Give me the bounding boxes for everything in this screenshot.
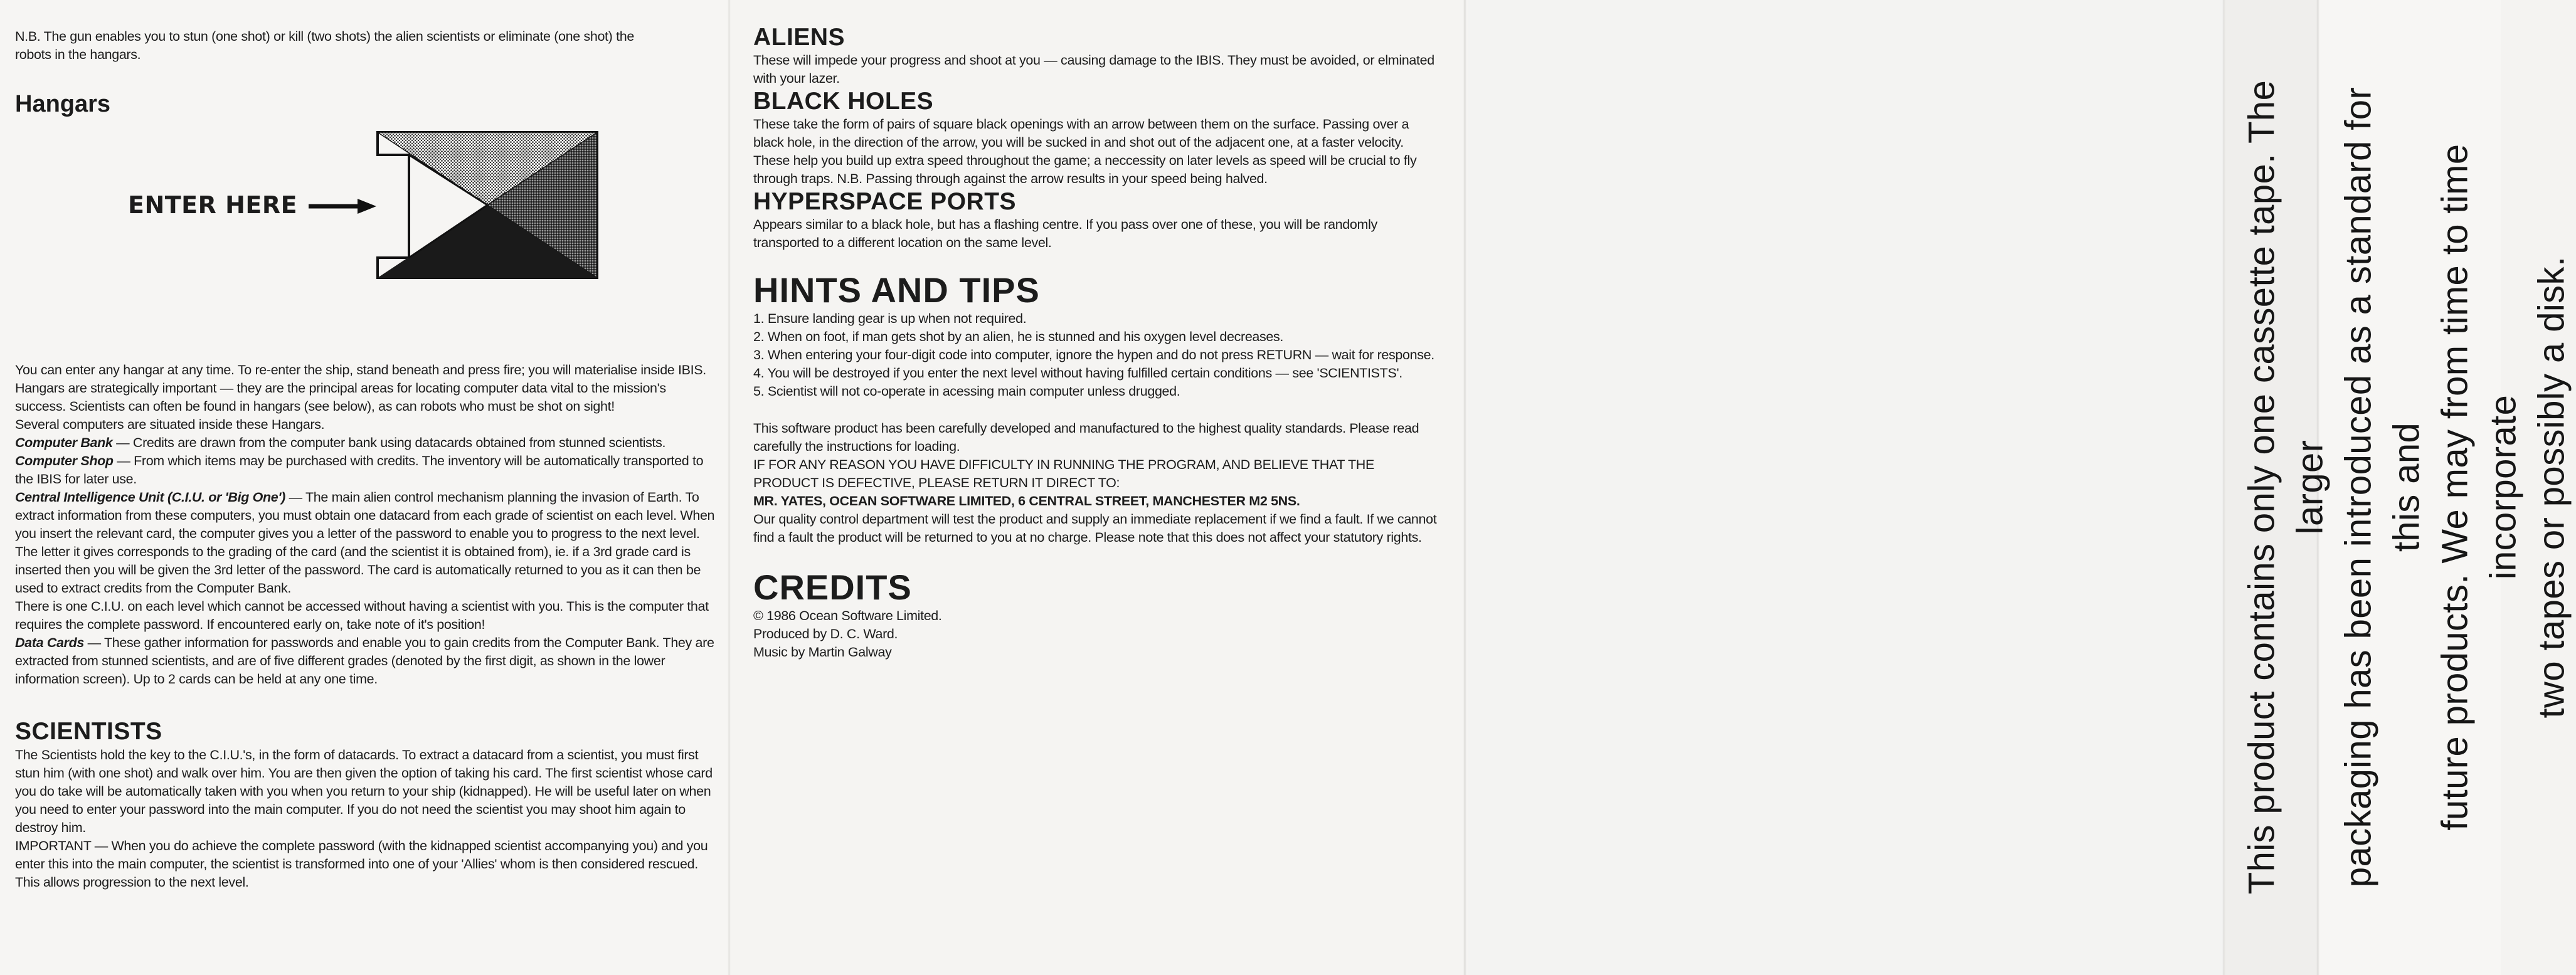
enter-here-label: ENTER HERE bbox=[128, 191, 298, 219]
fold-line bbox=[1463, 0, 1466, 975]
hyperspace-heading: HYPERSPACE PORTS bbox=[753, 188, 1017, 215]
hints-heading: HINTS AND TIPS bbox=[753, 270, 1040, 310]
fold-line bbox=[2222, 0, 2225, 975]
enter-hangar-paragraph: You can enter any hangar at any time. To re-enter the ship, stand beneath and press fire; you will materialise inside IBIS. bbox=[15, 362, 706, 377]
packaging-note-line: packaging has been introduced as a standard for this and bbox=[2338, 87, 2427, 888]
hint-item: 5. Scientist will not co-operate in acessing main computer unless drugged. bbox=[753, 384, 1180, 399]
computer-bank-entry bbox=[15, 434, 717, 452]
aliens-paragraph: These will impede your progress and shoot at you — causing damage to the IBIS. They must be avoided, or elminated with your lazer. bbox=[753, 53, 1434, 86]
packaging-note-line: future products. We may from time to time incorporate bbox=[2434, 144, 2524, 831]
hyperspace-paragraph: Appears similar to a black hole, but has a flashing centre. If you pass over one of these, you will be randomly transported to a different location on the same level. bbox=[753, 217, 1377, 250]
fold-line bbox=[728, 0, 731, 975]
aliens-heading: ALIENS bbox=[753, 24, 845, 51]
intro-note: N.B. The gun enables you to stun (one shot) or kill (two shots) the alien scientists or eliminate (one shot) the robots in the hangars. bbox=[15, 29, 634, 62]
packaging-note-line: two tapes or possibly a disk. bbox=[2531, 256, 2572, 719]
packaging-note-line: This product contains only one cassette tape. The larger bbox=[2241, 80, 2331, 895]
credits-heading: CREDITS bbox=[753, 567, 912, 607]
data-cards-term: Data Cards bbox=[15, 635, 85, 650]
return-address bbox=[753, 492, 1443, 510]
computer-shop-term: Computer Shop bbox=[15, 453, 114, 468]
credits-line: © 1986 Ocean Software Limited. bbox=[753, 608, 942, 623]
ciu-level-paragraph: There is one C.I.U. on each level which cannot be accessed without having a scientist with you. This is the computer that requires the complete password. If encountered early on, take note of it's position! bbox=[15, 599, 709, 632]
defect-notice-paragraph: IF FOR ANY REASON YOU HAVE DIFFICULTY IN RUNNING THE PROGRAM, AND BELIEVE THAT THE PRODUCT IS DEFECTIVE, PLEASE RETURN IT DIRECT TO: bbox=[753, 457, 1374, 490]
hangars-heading: Hangars bbox=[15, 91, 111, 117]
data-cards-text: — These gather information for passwords and enable you to gain credits from the Computer Bank. They are extracted from stunned scientists, and are of five different grades (denoted by the first digit, as shown in the lower information screen). Up to 2 cards can be held at any one time. bbox=[15, 635, 714, 687]
data-cards-entry bbox=[15, 634, 717, 688]
hint-item: 2. When on foot, if man gets shot by an alien, he is stunned and his oxygen level decreases. bbox=[753, 329, 1284, 344]
ciu-text: — The main alien control mechanism planning the invasion of Earth. To extract information from these computers, you must obtain one datacard from each grade of scientist on each level. When you insert the relevant card, the computer gives you a letter of the password to enable you to progress to the next level. The letter it gives corresponds to the grading of the card (and the scientist it is obtained from), ie. if a 3rd grade card is inserted then you will be given the 3rd letter of the password. The card is automatically returned to you as it can then be used to extract credits from the Computer Bank. bbox=[15, 490, 715, 596]
hint-item: 3. When entering your four-digit code into computer, ignore the hypen and do not press RETURN — wait for response. bbox=[753, 347, 1434, 362]
hangars-importance-paragraph: Hangars are strategically important — they are the principal areas for locating computer data vital to the mission's success. Scientists can often be found in hangars (see below), as can robots who must be shot on sight! bbox=[15, 381, 666, 414]
black-holes-paragraph: These take the form of pairs of square black openings with an arrow between them on the surface. Passing over a black hole, in the direction of the arrow, you will be sucked in and shot out of the adjacent one, at a faster velocity. These help you build up extra speed throughout the game; a neccessity on later levels as speed will be crucial to fly through traps. N.B. Passing through against the arrow results in your speed being halved. bbox=[753, 117, 1417, 186]
credits-line: Produced by D. C. Ward. bbox=[753, 626, 898, 641]
computer-bank-term: Computer Bank bbox=[15, 435, 113, 450]
return-address-text: MR. YATES, OCEAN SOFTWARE LIMITED, 6 CENTRAL STREET, MANCHESTER M2 5NS. bbox=[753, 493, 1300, 509]
important-paragraph: IMPORTANT — When you do achieve the complete password (with the kidnapped scientist accompanying you) and you enter this into the main computer, the scientist is transformed into one of your 'Allies' whom is then considered rescued. This allows progression to the next level. bbox=[15, 838, 708, 890]
packaging-note bbox=[2238, 70, 2576, 904]
hint-item: 4. You will be destroyed if you enter the next level without having fulfilled certain conditions — see 'SCIENTISTS'. bbox=[753, 366, 1402, 381]
quality-control-paragraph: Our quality control department will test the product and supply an immediate replacement if we find a fault. If we cannot find a fault the product will be returned to you at no charge. Please note that this does not affect your statutory rights. bbox=[753, 512, 1437, 545]
hangar-entry-icon bbox=[124, 129, 601, 285]
scientists-heading: SCIENTISTS bbox=[15, 718, 162, 745]
computer-shop-entry bbox=[15, 452, 717, 488]
computer-shop-text: — From which items may be purchased with credits. The inventory will be automatically transported to the IBIS for later use. bbox=[15, 453, 704, 487]
ciu-entry bbox=[15, 488, 717, 598]
hint-item: 1. Ensure landing gear is up when not required. bbox=[753, 311, 1027, 326]
black-holes-heading: BLACK HOLES bbox=[753, 88, 934, 115]
scientists-paragraph: The Scientists hold the key to the C.I.U.'s, in the form of datacards. To extract a datacard from a scientist, you must first stun him (with one shot) and walk over him. You are then given the option of taking his card. The first scientist whose card you do take will be automatically taken with you when you return to your ship (kidnapped). He will be useful later on when you need to enter your password into the main computer. If you do not need the scientist you may shoot him again to destroy him. bbox=[15, 747, 713, 835]
credits-line: Music by Martin Galway bbox=[753, 645, 892, 660]
hangar-diagram bbox=[124, 129, 601, 285]
ciu-term: Central Intelligence Unit (C.I.U. or 'Big One') bbox=[15, 490, 285, 505]
computers-paragraph: Several computers are situated inside these Hangars. bbox=[15, 417, 325, 432]
manual-panel-aliens bbox=[731, 0, 1468, 975]
computer-bank-text: — Credits are drawn from the computer bank using datacards obtained from stunned scientists. bbox=[112, 435, 666, 450]
warranty-paragraph: This software product has been carefully developed and manufactured to the highest quality standards. Please read carefully the instructions for loading. bbox=[753, 421, 1419, 454]
blank-panel bbox=[1468, 0, 2225, 975]
